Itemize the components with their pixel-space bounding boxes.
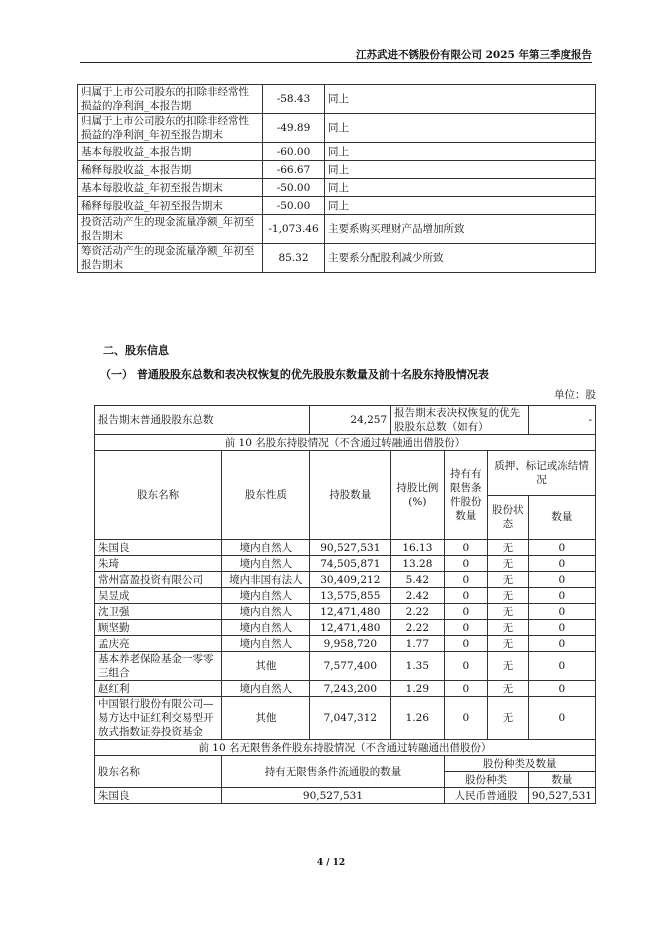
unrestricted-holder-name: 朱国良 xyxy=(95,788,222,804)
metric-label: 归属于上市公司股东的扣除非经常性损益的净利润_年初至报告期末 xyxy=(78,114,263,143)
metric-label: 稀释每股收益_本报告期 xyxy=(78,161,263,179)
holder-ratio: 1.35 xyxy=(391,652,444,681)
holder-shares: 7,577,400 xyxy=(310,652,391,681)
holder-pledge-qty: 0 xyxy=(528,540,595,556)
financial-row xyxy=(78,85,596,114)
holder-nature: 境内自然人 xyxy=(222,556,310,572)
holder-ratio: 2.42 xyxy=(391,588,444,604)
section-subtitle: （一） 普通股股东总数和表决权恢复的优先股股东数量及前十名股东持股情况表 xyxy=(100,368,489,381)
unit-label: 单位：股 xyxy=(554,389,596,401)
total-holders-value: 24,257 xyxy=(310,406,391,435)
col-header-nature: 股东性质 xyxy=(222,451,310,540)
metric-change-value: 85.32 xyxy=(263,244,325,273)
holder-ratio: 1.29 xyxy=(391,681,444,697)
holder-ratio: 2.22 xyxy=(391,604,444,620)
holder-pledge-status: 无 xyxy=(488,572,529,588)
holder-name: 沈卫强 xyxy=(95,604,222,620)
shareholder-row xyxy=(95,604,596,620)
shareholder-row xyxy=(95,681,596,697)
metric-reason: 主要系购买理财产品增加所致 xyxy=(325,215,596,244)
holder-name: 吴昱成 xyxy=(95,588,222,604)
col-header-ratio: 持股比例(%) xyxy=(391,451,444,540)
holder-shares: 9,958,720 xyxy=(310,636,391,652)
holder-pledge-status: 无 xyxy=(488,681,529,697)
holder-pledge-qty: 0 xyxy=(528,620,595,636)
unrestricted-holder-qty: 90,527,531 xyxy=(528,788,595,804)
holder-pledge-status: 无 xyxy=(488,540,529,556)
page-number: 4 / 12 xyxy=(316,858,346,868)
holder-restricted: 0 xyxy=(444,604,487,620)
holder-ratio: 1.26 xyxy=(391,697,444,740)
metric-reason: 同上 xyxy=(325,85,596,114)
metric-label: 筹资活动产生的现金流量净额_年初至报告期末 xyxy=(78,244,263,273)
shareholder-row xyxy=(95,620,596,636)
financial-row xyxy=(78,143,596,161)
holder-restricted: 0 xyxy=(444,620,487,636)
holder-pledge-status: 无 xyxy=(488,652,529,681)
metric-label: 基本每股收益_年初至报告期末 xyxy=(78,179,263,197)
holder-pledge-qty: 0 xyxy=(528,588,595,604)
shareholder-row xyxy=(95,556,596,572)
pref-holders-label: 报告期末表决权恢复的优先股股东总数（如有） xyxy=(391,406,529,435)
metric-change-value: -1,073.46 xyxy=(263,215,325,244)
holder-pledge-status: 无 xyxy=(488,697,529,740)
metric-label: 稀释每股收益_年初至报告期末 xyxy=(78,197,263,215)
holder-name: 朱琦 xyxy=(95,556,222,572)
header-row-1 xyxy=(95,451,596,496)
holder-nature: 境内自然人 xyxy=(222,620,310,636)
top10-title-row xyxy=(95,435,596,451)
unrestricted-col-name: 股东名称 xyxy=(95,756,222,788)
holder-shares: 12,471,480 xyxy=(310,604,391,620)
holder-ratio: 13.28 xyxy=(391,556,444,572)
metric-change-value: -50.00 xyxy=(263,179,325,197)
unrestricted-title: 前 10 名无限售条件股东持股情况（不含通过转融通出借股份） xyxy=(95,740,596,756)
total-holders-label: 报告期末普通股股东总数 xyxy=(95,406,310,435)
holder-nature: 其他 xyxy=(222,652,310,681)
metric-reason: 同上 xyxy=(325,161,596,179)
metric-label: 投资活动产生的现金流量净额_年初至报告期末 xyxy=(78,215,263,244)
col-header-pledge-status: 股份状态 xyxy=(488,495,529,540)
metric-label: 归属于上市公司股东的扣除非经常性损益的净利润_本报告期 xyxy=(78,85,263,114)
holder-nature: 境内自然人 xyxy=(222,681,310,697)
unrestricted-header-row-1 xyxy=(95,756,596,772)
holder-name: 赵红利 xyxy=(95,681,222,697)
holder-pledge-qty: 0 xyxy=(528,697,595,740)
holder-restricted: 0 xyxy=(444,572,487,588)
holder-nature: 境内非国有法人 xyxy=(222,572,310,588)
metric-change-value: -50.00 xyxy=(263,197,325,215)
holder-shares: 7,243,200 xyxy=(310,681,391,697)
financial-row xyxy=(78,215,596,244)
metric-change-value: -66.67 xyxy=(263,161,325,179)
holder-restricted: 0 xyxy=(444,556,487,572)
holder-ratio: 2.22 xyxy=(391,620,444,636)
unrestricted-col-qty: 数量 xyxy=(528,772,595,788)
financial-change-table xyxy=(77,84,596,273)
shareholder-row xyxy=(95,588,596,604)
metric-change-value: -58.43 xyxy=(263,85,325,114)
header-divider xyxy=(80,62,592,63)
holder-restricted: 0 xyxy=(444,697,487,740)
holder-restricted: 0 xyxy=(444,652,487,681)
metric-reason: 同上 xyxy=(325,197,596,215)
unrestricted-col-type-group: 股份种类及数量 xyxy=(444,756,595,772)
unrestricted-row xyxy=(95,788,596,804)
holder-pledge-status: 无 xyxy=(488,636,529,652)
shareholder-row xyxy=(95,652,596,681)
col-header-pledge-qty: 数量 xyxy=(528,495,595,540)
unrestricted-holder-type: 人民币普通股 xyxy=(444,788,528,804)
holder-pledge-qty: 0 xyxy=(528,636,595,652)
holder-restricted: 0 xyxy=(444,636,487,652)
holder-name: 中国银行股份有限公司—易方达中证红利交易型开放式指数证券投资基金 xyxy=(95,697,222,740)
unrestricted-title-row xyxy=(95,740,596,756)
report-header: 江苏武进不锈股份有限公司 2025 年第三季度报告 xyxy=(355,49,592,61)
financial-row xyxy=(78,244,596,273)
total-holders-row xyxy=(95,406,596,435)
financial-row xyxy=(78,114,596,143)
holder-pledge-qty: 0 xyxy=(528,556,595,572)
financial-row xyxy=(78,197,596,215)
holder-pledge-status: 无 xyxy=(488,620,529,636)
shareholder-table xyxy=(94,405,596,804)
holder-pledge-status: 无 xyxy=(488,588,529,604)
shareholder-row xyxy=(95,540,596,556)
col-header-name: 股东名称 xyxy=(95,451,222,540)
metric-reason: 同上 xyxy=(325,179,596,197)
col-header-shares: 持股数量 xyxy=(310,451,391,540)
holder-nature: 境内自然人 xyxy=(222,540,310,556)
metric-change-value: -60.00 xyxy=(263,143,325,161)
col-header-pledge: 质押、标记或冻结情况 xyxy=(488,451,596,496)
metric-reason: 主要系分配股利减少所致 xyxy=(325,244,596,273)
holder-name: 常州富盈投资有限公司 xyxy=(95,572,222,588)
holder-name: 基本养老保险基金一零零三组合 xyxy=(95,652,222,681)
holder-name: 顾坚勤 xyxy=(95,620,222,636)
holder-pledge-qty: 0 xyxy=(528,572,595,588)
metric-change-value: -49.89 xyxy=(263,114,325,143)
holder-shares: 12,471,480 xyxy=(310,620,391,636)
metric-reason: 同上 xyxy=(325,143,596,161)
section-title: 二、股东信息 xyxy=(103,344,169,357)
holder-ratio: 1.77 xyxy=(391,636,444,652)
metric-reason: 同上 xyxy=(325,114,596,143)
holder-nature: 境内自然人 xyxy=(222,588,310,604)
shareholder-row xyxy=(95,572,596,588)
holder-nature: 境内自然人 xyxy=(222,604,310,620)
holder-ratio: 16.13 xyxy=(391,540,444,556)
col-header-restricted: 持有有限售条件股份数量 xyxy=(444,451,487,540)
holder-pledge-status: 无 xyxy=(488,604,529,620)
holder-shares: 74,505,871 xyxy=(310,556,391,572)
shareholder-row xyxy=(95,636,596,652)
holder-name: 孟庆亮 xyxy=(95,636,222,652)
unrestricted-col-type: 股份种类 xyxy=(444,772,528,788)
top10-title: 前 10 名股东持股情况（不含通过转融通出借股份） xyxy=(95,435,596,451)
unrestricted-col-holding: 持有无限售条件流通股的数量 xyxy=(222,756,444,788)
holder-shares: 90,527,531 xyxy=(310,540,391,556)
financial-row xyxy=(78,161,596,179)
holder-restricted: 0 xyxy=(444,681,487,697)
pref-holders-value: - xyxy=(528,406,595,435)
holder-shares: 13,575,855 xyxy=(310,588,391,604)
shareholder-row xyxy=(95,697,596,740)
holder-shares: 7,047,312 xyxy=(310,697,391,740)
holder-nature: 境内自然人 xyxy=(222,636,310,652)
holder-pledge-qty: 0 xyxy=(528,604,595,620)
metric-label: 基本每股收益_本报告期 xyxy=(78,143,263,161)
holder-pledge-qty: 0 xyxy=(528,681,595,697)
holder-ratio: 5.42 xyxy=(391,572,444,588)
holder-pledge-status: 无 xyxy=(488,556,529,572)
holder-restricted: 0 xyxy=(444,588,487,604)
holder-name: 朱国良 xyxy=(95,540,222,556)
financial-row xyxy=(78,179,596,197)
holder-restricted: 0 xyxy=(444,540,487,556)
holder-pledge-qty: 0 xyxy=(528,652,595,681)
holder-nature: 其他 xyxy=(222,697,310,740)
unrestricted-holder-holding: 90,527,531 xyxy=(222,788,444,804)
holder-shares: 30,409,212 xyxy=(310,572,391,588)
